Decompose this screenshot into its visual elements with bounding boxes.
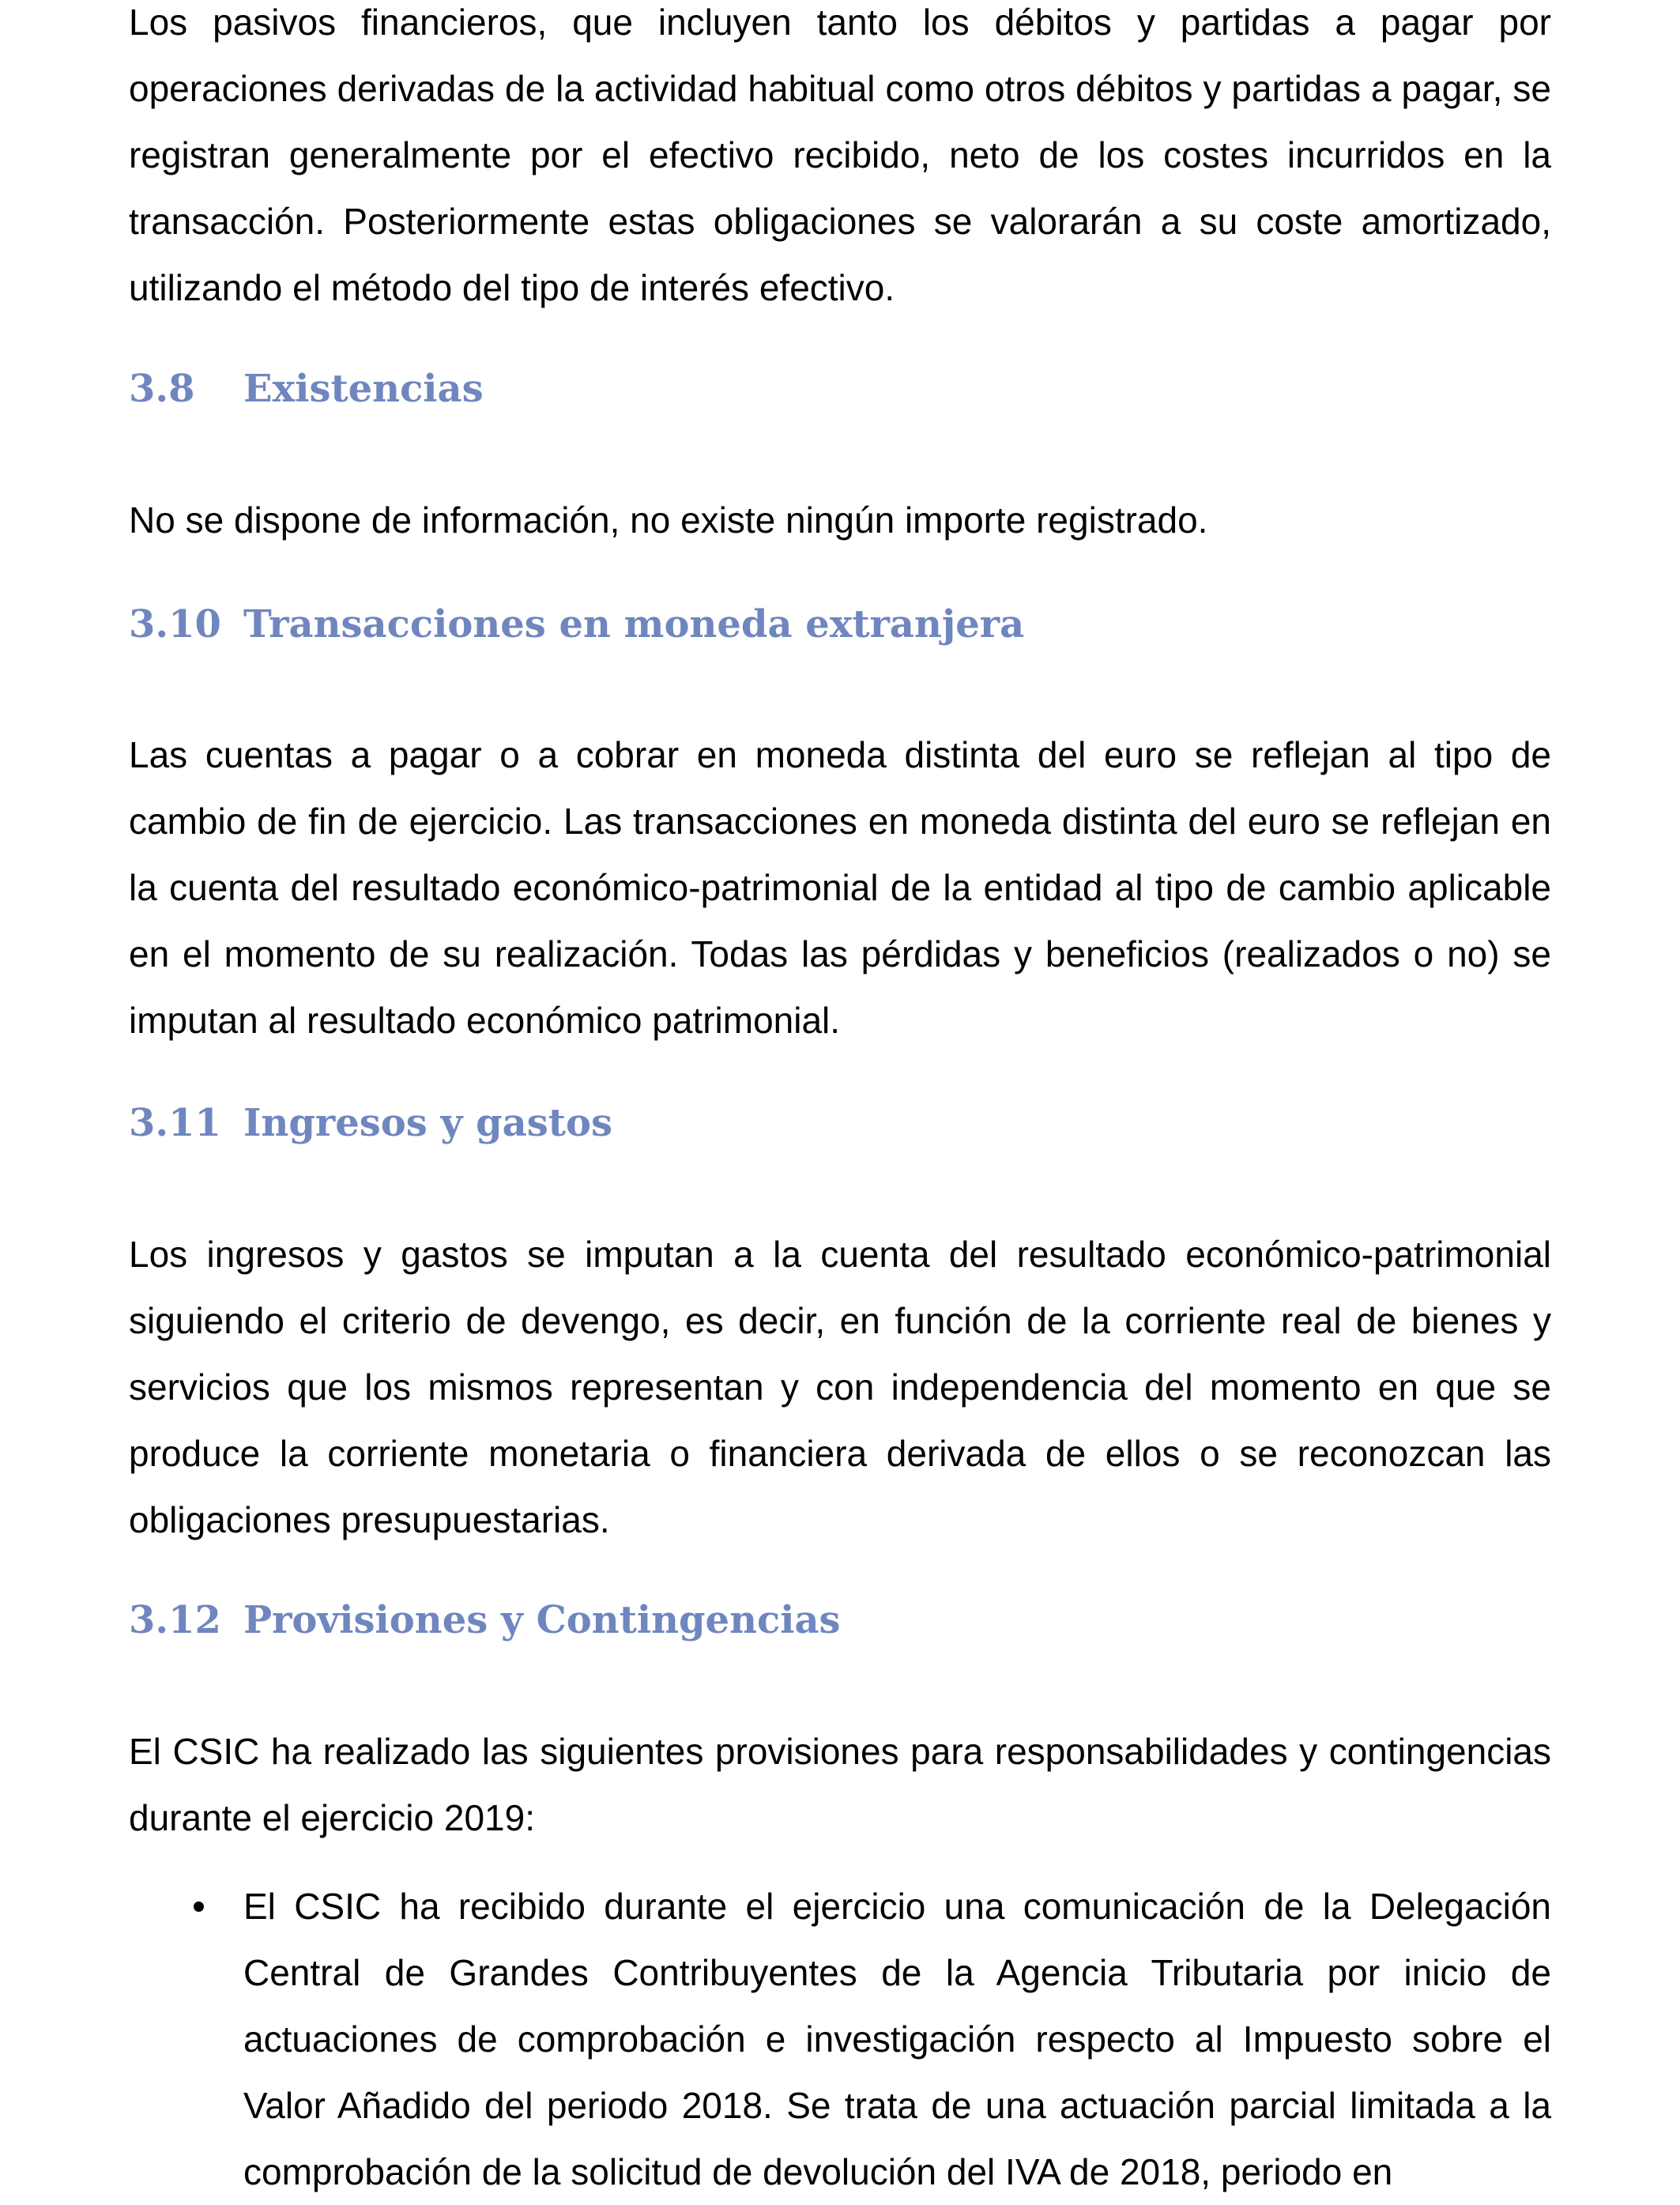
section-heading-provisiones	[129, 1587, 841, 1653]
bullet-text: El CSIC ha recibido durante el ejercicio una comunicación de la Delegación Central de Grandes Contribuyentes de la Agencia Tributaria por inicio de actuaciones de comprobación e investigación respecto al Impuesto sobre el Valor Añadido del periodo 2018. Se trata de una actuación parcial limitada a la comprobación de la solicitud de devolución del IVA de 2018, periodo en	[243, 1886, 1551, 2192]
section-number: 3.12	[129, 1598, 221, 1642]
section-number: 3.11	[129, 1101, 221, 1145]
section-number: 3.10	[129, 602, 221, 646]
section-paragraph-provisiones: El CSIC ha realizado las siguientes provisiones para responsabilidades y contingencias durante el ejercicio 2019:	[129, 1731, 1551, 1838]
section-heading-moneda-extranjera	[129, 591, 1024, 658]
bullet-icon	[194, 1902, 204, 1912]
section-paragraph-existencias: No se dispone de información, no existe ningún importe registrado.	[129, 499, 1208, 541]
intro-paragraph: Los pasivos financieros, que incluyen tanto los débitos y partidas a pagar por operaciones derivadas de la actividad habitual como otros débitos y partidas a pagar, se registran generalmente por el efectivo recibido, neto de los costes incurridos en la transacción. Posteriormente estas obligaciones se valorarán a su coste amortizado, utilizando el método del tipo de interés efectivo.	[129, 2, 1551, 308]
section-heading-ingresos-gastos	[129, 1090, 612, 1156]
section-paragraph-moneda-extranjera: Las cuentas a pagar o a cobrar en moneda distinta del euro se reflejan al tipo de cambio de fin de ejercicio. Las transacciones en moneda distinta del euro se reflejan en la cuenta del resultado económico-patrimonial de la entidad al tipo de cambio aplicable en el momento de su realización. Todas las pérdidas y beneficios (realizados o no) se imputan al resultado económico patrimonial.	[129, 734, 1551, 1041]
section-title: Existencias	[243, 367, 484, 411]
provisiones-bullet-list	[129, 1873, 1551, 2205]
section-paragraph-ingresos-gastos: Los ingresos y gastos se imputan a la cuenta del resultado económico-patrimonial siguiendo el criterio de devengo, es decir, en función de la corriente real de bienes y servicios que los mismos representan y con independencia del momento en que se produce la corriente monetaria o financiera derivada de ellos o se reconozcan las obligaciones presupuestarias.	[129, 1234, 1551, 1540]
section-heading-existencias	[129, 356, 484, 422]
section-title: Transacciones en moneda extranjera	[243, 602, 1025, 646]
list-item	[129, 1873, 1551, 2205]
section-title: Provisiones y Contingencias	[243, 1598, 841, 1642]
section-title: Ingresos y gastos	[243, 1101, 613, 1145]
section-number: 3.8	[129, 367, 195, 411]
